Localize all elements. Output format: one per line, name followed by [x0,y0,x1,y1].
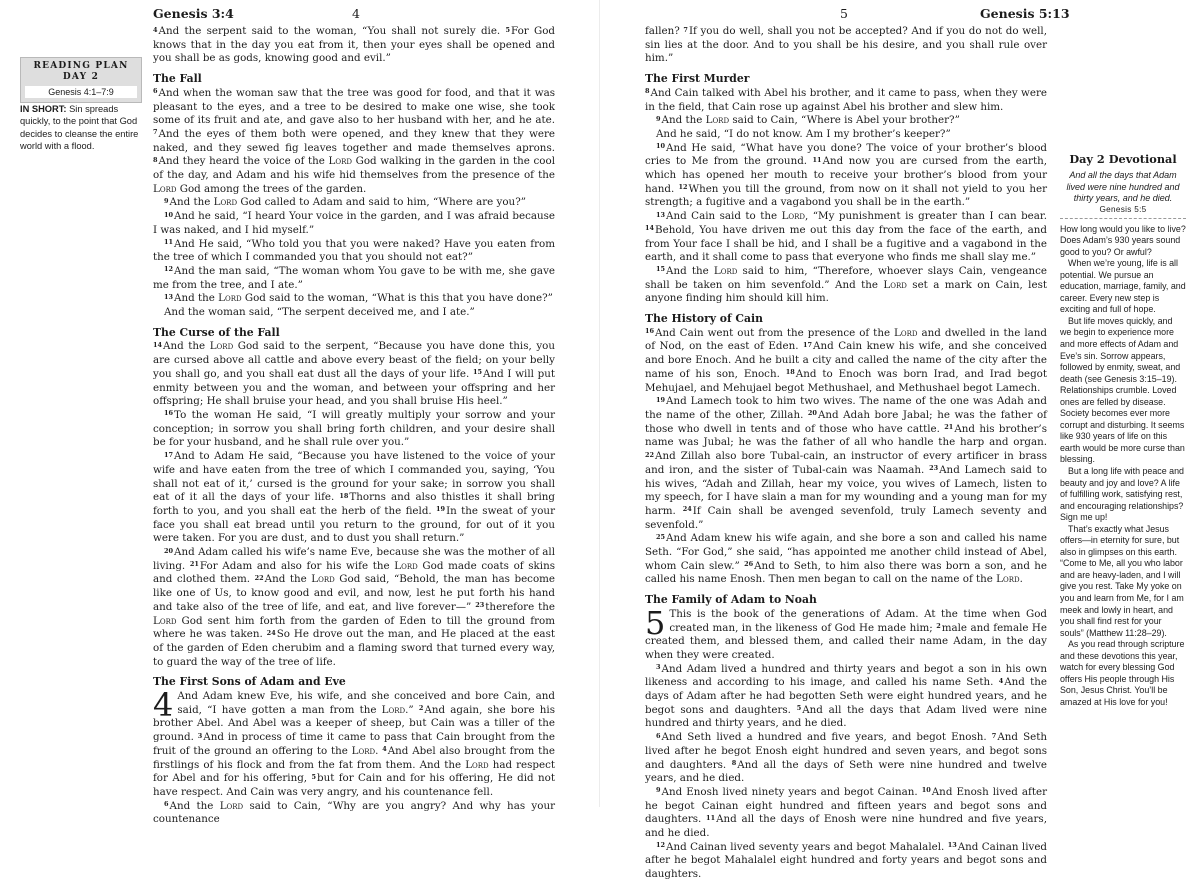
left-page-number: 4 [352,6,360,21]
devotional-paragraph: As you read through scripture and these devotions this year, watch for every blessing God offers His people through His Son, Jesus Christ. You’ll be amazed at His love for you! [1060,639,1185,707]
devotional-paragraph: How long would you like to live? Does Adam’s 930 years sound good to you? Or awful? [1060,223,1186,257]
section-heading: The First Sons of Adam and Eve [153,675,346,689]
verse-paragraph: $^{11}$And He said, “Who told you that you were naked? Have you eaten from the tree of which I commanded you that you should not eat?” [153,237,555,264]
chapter-paragraph: 5 This is the book of the generations of Adam. At the time when God created man, in the likeness of God He made him; $^2$male and female He created them, and blessed them, and called their name Adam, in the day when they were created. [645,603,1047,661]
left-scripture-column [153,25,555,827]
right-page-number: 5 [840,6,848,21]
verse-paragraph: fallen? $^7$If you do well, shall you not be accepted? And if you do not do well, sin lies at the door. And to you shall be his desire, and you shall rule over him.” [645,25,1047,65]
reading-plan-box [20,57,142,103]
verse-paragraph: And he said, “I do not know. Am I my brother’s keeper?” [656,127,951,140]
verse-paragraph: $^{10}$And He said, “What have you done? The voice of your brother’s blood cries to Me from the ground. $^{11}$And now you are cursed from the earth, which has opened her mouth to receive your brother’s blood from your hand. $^{12}$When you till the ground, from now on it shall not yield to you her strength; a fugitive and a vagabond you shall be in the earth.” [645,141,1047,209]
chapter-number: 5 [645,603,666,642]
chapter-number: 4 [153,686,174,725]
verse-paragraph: $^9$And Enosh lived ninety years and begot Cainan. $^{10}$And Enosh lived after he begot Cainan eight hundred and fifteen years and begot sons and daughters. $^{11}$And all the days of Enosh were nine hundred and five years, and he died. [645,785,1047,840]
verse-paragraph: $^{12}$And Cainan lived seventy years and begot Mahalalel. $^{13}$And Cainan lived after he begot Mahalalel eight hundred and forty years and begot sons and daughters. [645,840,1048,881]
verse-paragraph: $^{16}$And Cain went out from the presence of the Lord and dwelled in the land of Nod, on the east of Eden. $^{17}$And Cain knew his wife, and she conceived and bore Enoch. And he built a city and called the name of the city after the name of his son, Enoch. $^{18}$And to Enoch was born Irad, and Irad begot Mehujael, and Mehujael begot Methushael, and Methushael begot Lamech. [645,326,1047,394]
reading-plan-reference: Genesis 4:1–7:9 [25,86,137,98]
verse-paragraph: $^6$And the Lord said to Cain, “Why are you angry? And why has your countenance [153,799,555,826]
devotional-paragraph: But life moves quickly, and we begin to experience more and more effects of Adam and Eve’s sin. Sorrow appears, followed by enmity, sweat, and death (see Genesis 3:15–19). Relationships crumble. Loved ones are felled by disease. Society becomes ever more corrupt and disturbing. It seems like 930 years of life on this earth would be more curse than blessing. [1060,315,1185,465]
verse-paragraph: $^8$And Cain talked with Abel his brother, and it came to pass, when they were in the field, that Cain rose up against Abel his brother and slew him. [645,86,1047,113]
devotional-body [1060,224,1186,709]
verse-paragraph: $^{15}$And the Lord said to him, “Therefore, whoever slays Cain, vengeance shall be taken on him sevenfold.” And the Lord set a mark on Cain, lest anyone finding him should kill him. [645,264,1047,305]
devotional-divider [1060,218,1186,219]
right-scripture-column [645,25,1047,882]
right-page [600,0,1200,881]
verse-paragraph: $^9$And the Lord God called to Adam and said to him, “Where are you?” [164,196,526,209]
verse-paragraph: $^6$And when the woman saw that the tree was good for food, and that it was pleasant to the eyes, and a tree to be desired to make one wise, she took some of its fruit and ate, and gave also to her husband with her, and he ate. $^7$And the eyes of them both were opened, and they knew that they were naked, and they sewed fig leaves together and made themselves aprons. $^8$And they heard the voice of the Lord God walking in the garden in the cool of the day, and Adam and his wife hid themselves from the presence of the Lord God among the trees of the garden. [153,86,555,195]
section-heading: The First Murder [645,72,750,86]
verse-paragraph: $^{17}$And to Adam He said, “Because you have listened to the voice of your wife and have eaten from the tree of which I commanded you, saying, ‘You shall not eat of it,’ cursed is the ground for your sake; in sorrow you shall eat of it all the days of your life. $^{18}$Thorns and also thistles it shall bring forth to you, and you shall eat the herb of the field. $^{19}$In the sweat of your face you shall eat bread until you return to the ground, for out of it you were taken. For you are dust, and to dust you shall return.” [153,450,555,545]
right-running-head: Genesis 5:13 [980,6,1070,21]
devotional-sidebar [1060,152,1186,708]
verse-paragraph: $^{12}$And the man said, “The woman whom You gave to be with me, she gave me from the tree, and I ate.” [153,264,555,291]
section-heading: The Curse of the Fall [153,325,280,339]
verse-paragraph: $^{13}$And Cain said to the Lord, “My punishment is greater than I can bear. $^{14}$Behold, You have driven me out this day from the face of the earth, and from Your face I shall be hid, and I shall be a fugitive and a vagabond in the earth, and it shall come to pass that everyone who finds me shall slay me.” [645,210,1047,264]
verse-paragraph: And the woman said, “The serpent deceived me, and I ate.” [164,306,475,319]
left-running-head: Genesis 3:4 [153,6,234,21]
verse-paragraph: $^{14}$And the Lord God said to the serpent, “Because you have done this, you are cursed above all cattle and above every beast of the field; on your belly you shall go, and you shall eat dust all the days of your life. $^{15}$And I will put enmity between you and the woman, and between your offspring and her offspring; He shall bruise your head, and you shall bruise His heel.” [153,340,555,408]
verse-paragraph: $^{13}$And the Lord God said to the woman, “What is this that you have done?” [164,292,553,305]
verse-paragraph: $^{16}$To the woman He said, “I will greatly multiply your sorrow and your conception; in sorrow you shall bring forth children, and your desire shall be for your husband, and he shall rule over you.” [153,408,555,449]
devotional-title: Day 2 Devotional [1069,152,1177,166]
devotional-paragraph: When we’re young, life is all potential. We pursue an education, marriage, family, and career. Every new step is exciting and full of hope. [1060,258,1186,315]
verse-paragraph: $^{10}$And he said, “I heard Your voice in the garden, and I was afraid because I was naked, and I hid myself.” [153,210,555,236]
verse-paragraph: $^{25}$And Adam knew his wife again, and she bore a son and called his name Seth. “For God,” she said, “has appointed me another child instead of Abel, whom Cain slew.” $^{26}$And to Seth, to him also there was born a son, and he called his name Enosh. Then men began to call on the name of the Lord. [645,532,1047,586]
verse-paragraph: $^4$And the serpent said to the woman, “You shall not surely die. $^5$For God knows that in the day you eat from it, then your eyes shall be opened and you shall be as gods, knowing good and evil.” [153,25,555,65]
in-short-label: IN SHORT: [20,104,67,114]
in-short-text: Sin spreads quickly, to the point that God decides to cleanse the entire world with a flood. [20,104,139,151]
verse-paragraph: $^{19}$And Lamech took to him two wives. The name of the one was Adah and the name of the other, Zillah. $^{20}$And Adah bore Jabal; he was the father of those who dwell in tents and of those who have cattle. $^{21}$And his brother’s name was Jubal; he was the father of all who handle the harp and organ. $^{22}$And Zillah also bore Tubal-cain, an instructor of every artificer in brass and iron, and the sister of Tubal-cain was Naamah. $^{23}$And Lamech said to his wives, “Adah and Zillah, hear my voice, you wives of Lamech, listen to my speech, for I have slain a man for my wounding and a young man for my harm. $^{24}$If Cain shall be avenged sevenfold, truly Lamech seventy and sevenfold.” [645,395,1047,531]
section-heading: The History of Cain [645,312,763,326]
verse-paragraph: $^3$And Adam lived a hundred and thirty years and begot a son in his own likeness and according to his image, and called his name Seth. $^4$And the days of Adam after he had begotten Seth were eight hundred years, and he begot sons and daughters. $^5$And all the days that Adam lived were nine hundred and thirty years, and he died. [645,662,1048,730]
devotional-paragraph: But a long life with peace and beauty and joy and love? A life of fulfilling work, satisfying rest, and encouraging relationships? Sign me up! [1060,465,1184,523]
verse-paragraph: $^{20}$And Adam called his wife’s name Eve, because she was the mother of all living. $^{21}$For Adam and also for his wife the Lord God made coats of skins and clothed them. $^{22}$And the Lord God said, “Behold, the man has become like one of Us, to know good and evil, and now, lest he put forth his hand and take also of the tree of life, and eat, and live forever—” $^{23}$therefore the Lord God sent him forth from the garden of Eden to till the ground from where he was taken. $^{24}$So He drove out the man, and He placed at the east of the garden of Eden cherubim and a flaming sword that turned every way, to guard the way of the tree of life. [153,546,556,668]
devotional-quote: And all the days that Adam lived were nine hundred and thirty years, and he died. [1066,170,1180,203]
devotional-quote-reference: Genesis 5:5 [1099,204,1147,214]
left-page [0,0,600,826]
chapter-paragraph: 4 And Adam knew Eve, his wife, and she conceived and bore Cain, and said, “I have gotten a man from the Lord.” $^2$And again, she bore his brother Abel. And Abel was a keeper of sheep, but Cain was a tiller of the ground. $^3$And in process of time it came to pass that Cain brought from the fruit of the ground an offering to the Lord. $^4$And Abel also brought from the firstlings of his flock and from the fat from them. And the Lord had respect for Abel and for his offering, $^5$but for Cain and for his offering, He did not have respect. And Cain was very angry, and his countenance fell. [153,686,555,798]
verse-paragraph: $^6$And Seth lived a hundred and five years, and begot Enosh. $^7$And Seth lived after he begot Enosh eight hundred and seven years, and begot sons and daughters. $^8$And all the days of Seth were nine hundred and twelve years, and he died. [645,731,1047,785]
devotional-paragraph: That’s exactly what Jesus offers—in eternity for sure, but also in glimpses on this earth. “Come to Me, all you who labor and are heavy-laden, and I will give you rest. Take My yoke on you and learn from Me, for I am meek and lowly in heart, and you shall find rest for your souls” (Matthew 11:28–29). [1060,523,1184,638]
in-short-note [20,103,142,152]
reading-plan-title: READING PLAN DAY 2 [33,61,129,82]
verse-paragraph: $^9$And the Lord said to Cain, “Where is Abel your brother?” [656,114,960,127]
section-heading: The Family of Adam to Noah [645,593,817,607]
section-heading: The Fall [153,72,202,86]
